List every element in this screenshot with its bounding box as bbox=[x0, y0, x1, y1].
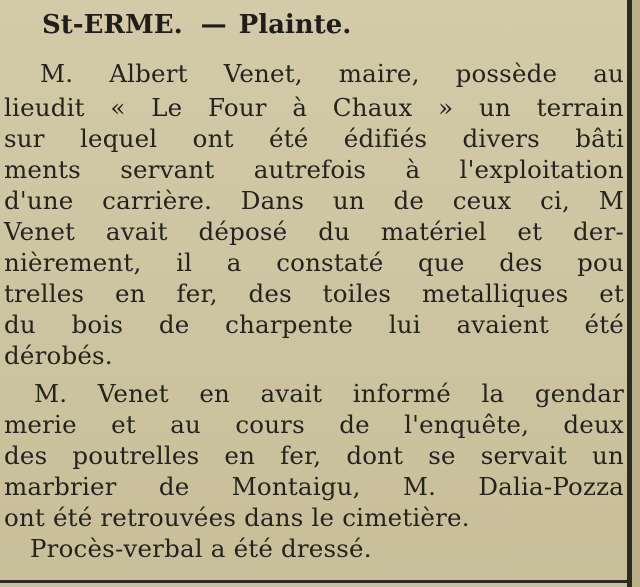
heading-dash: — bbox=[200, 10, 227, 40]
body-line-4: ments servant autrefois à l'exploitation bbox=[4, 155, 624, 184]
body-line-5: d'une carrière. Dans un de ceux ci, M bbox=[4, 186, 624, 215]
body-line-7: nièrement, il a constaté que des pou bbox=[4, 248, 624, 277]
body-line-9: du bois de charpente lui avaient été bbox=[4, 310, 624, 339]
body-line-13: des poutrelles en fer, dont se servait un bbox=[4, 441, 624, 470]
body-line-8: trelles en fer, des toiles metalliques et bbox=[4, 279, 624, 308]
column-rule-bottom bbox=[0, 580, 640, 583]
paper-edge bbox=[632, 0, 640, 587]
body-line-2: lieudit « Le Four à Chaux » un terrain bbox=[4, 93, 624, 122]
heading-place: St-ERME. bbox=[42, 10, 183, 40]
body-line-6: Venet avait déposé du matériel et der- bbox=[4, 217, 624, 246]
body-line-3: sur lequel ont été édifiés divers bâti bbox=[4, 124, 624, 153]
body-line-15: ont été retrouvées dans le cimetière. bbox=[4, 503, 470, 532]
body-line-11: M. Venet en avait informé la gendar bbox=[34, 379, 624, 408]
body-line-10: dérobés. bbox=[4, 341, 113, 370]
body-line-14: marbrier de Montaigu, M. Dalia-Pozza bbox=[4, 472, 624, 501]
body-line-1: M. Albert Venet, maire, possède au bbox=[40, 59, 624, 88]
article-heading bbox=[42, 10, 351, 40]
heading-subject: Plainte. bbox=[238, 10, 352, 40]
body-line-16: Procès-verbal a été dressé. bbox=[30, 534, 372, 563]
body-line-12: merie et au cours de l'enquête, deux bbox=[4, 410, 624, 439]
